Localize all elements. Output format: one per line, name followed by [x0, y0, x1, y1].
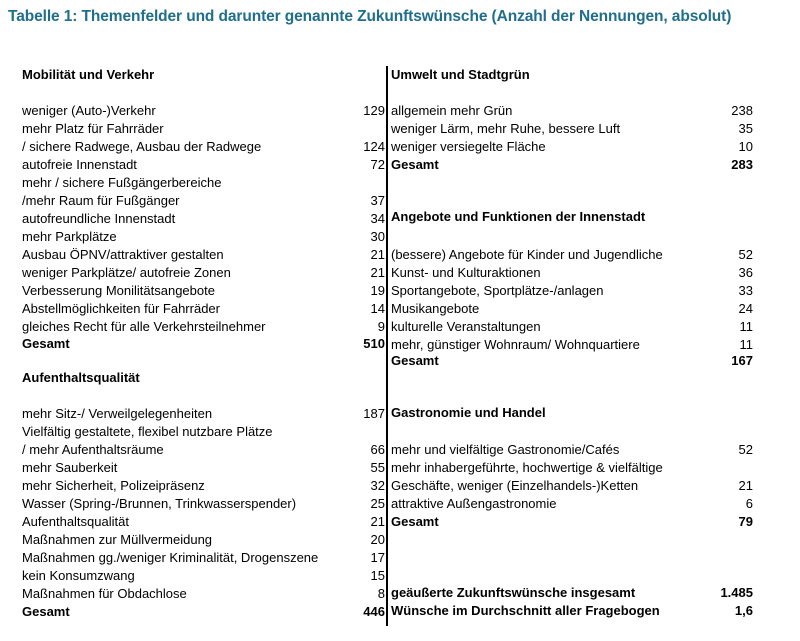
table-row: allgemein mehr Grün 238: [391, 103, 753, 118]
table-row: gleiches Recht für alle Verkehrsteilnehmer 9: [22, 319, 385, 334]
table-row: autofreundliche Innenstadt 34: [22, 211, 385, 226]
table-row: mehr inhabergeführte, hochwertige & vielfältige: [391, 460, 663, 475]
table-row: (bessere) Angebote für Kinder und Jugendliche 52: [391, 247, 753, 262]
table-row: Abstellmöglichkeiten für Fahrräder 14: [22, 301, 385, 316]
table-row: Maßnahmen gg./weniger Kriminalität, Drogenszene 17: [22, 550, 385, 565]
section-heading-offers: Angebote und Funktionen der Innenstadt: [391, 209, 646, 224]
section-total: Gesamt 79: [391, 514, 753, 529]
table-row: mehr Sicherheit, Polizeipräsenz 32: [22, 478, 385, 493]
section-total: Gesamt 283: [391, 157, 753, 172]
section-heading-gastronomy: Gastronomie und Handel: [391, 405, 546, 420]
table-row: Maßnahmen zur Müllvermeidung 20: [22, 532, 385, 547]
table-row: autofreie Innenstadt 72: [22, 157, 385, 172]
table-row: Sportangebote, Sportplätze-/anlagen 33: [391, 283, 753, 298]
summary-average-wishes: Wünsche im Durchschnitt aller Fragebogen 1,6: [391, 603, 753, 618]
table-row: Ausbau ÖPNV/attraktiver gestalten 21: [22, 247, 385, 262]
table-row: kulturelle Veranstaltungen 11: [391, 319, 753, 334]
table-row: weniger Parkplätze/ autofreie Zonen 21: [22, 265, 385, 280]
section-heading-quality: Aufenthaltsqualität: [22, 370, 140, 385]
table-row: mehr und vielfältige Gastronomie/Cafés 52: [391, 442, 753, 457]
column-divider: [386, 66, 388, 626]
table-row: mehr / sichere Fußgängerbereiche: [22, 175, 222, 190]
section-total: Gesamt 167: [391, 353, 753, 368]
table-row: Kunst- und Kulturaktionen 36: [391, 265, 753, 280]
table-row: mehr Parkplätze 30: [22, 229, 385, 244]
table-title: Tabelle 1: Themenfelder und darunter genannte Zukunftswünsche (Anzahl der Nennungen, absolut): [8, 8, 732, 25]
section-heading-mobility: Mobilität und Verkehr: [22, 67, 155, 82]
table-row: attraktive Außengastronomie 6: [391, 496, 753, 511]
table-row: Wasser (Spring-/Brunnen, Trinkwasserspender) 25: [22, 496, 385, 511]
table-row: mehr Platz für Fahrräder: [22, 121, 164, 136]
table-row: mehr, günstiger Wohnraum/ Wohnquartiere 11: [391, 337, 753, 352]
section-total: Gesamt 510: [22, 336, 385, 351]
table-row: Aufenthaltsqualität 21: [22, 514, 385, 529]
table-row: mehr Sitz-/ Verweilgelegenheiten 187: [22, 406, 385, 421]
table-row: Geschäfte, weniger (Einzelhandels-)Ketten 21: [391, 478, 753, 493]
section-heading-environment: Umwelt und Stadtgrün: [391, 67, 530, 82]
table-row: weniger (Auto-)Verkehr 129: [22, 103, 385, 118]
table-row: mehr Sauberkeit 55: [22, 460, 385, 475]
table-row: weniger versiegelte Fläche 10: [391, 139, 753, 154]
summary-total-wishes: geäußerte Zukunftswünsche insgesamt 1.485: [391, 585, 753, 600]
table-row: Maßnahmen für Obdachlose 8: [22, 586, 385, 601]
table-row: Vielfältig gestaltete, flexibel nutzbare Plätze: [22, 424, 273, 439]
table-row: Musikangebote 24: [391, 301, 753, 316]
table-row: /mehr Raum für Fußgänger 37: [22, 193, 385, 208]
table-row: Verbesserung Monilitätsangebote 19: [22, 283, 385, 298]
table-row: weniger Lärm, mehr Ruhe, bessere Luft 35: [391, 121, 753, 136]
table-row: / sichere Radwege, Ausbau der Radwege 124: [22, 139, 385, 154]
table-row: kein Konsumzwang 15: [22, 568, 385, 583]
section-total: Gesamt 446: [22, 604, 385, 619]
table-row: / mehr Aufenthaltsräume 66: [22, 442, 385, 457]
